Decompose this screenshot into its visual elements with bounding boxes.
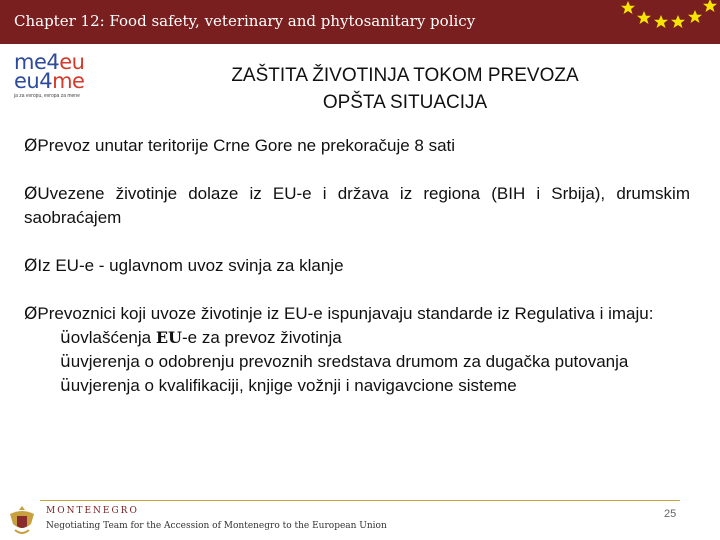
bullet-4: ØPrevoznici koji uvoze životinje iz EU-e ispunjavaju standarde iz Regulativa i imaju: bbox=[24, 304, 654, 324]
footer-country: MONTENEGRO bbox=[46, 506, 139, 516]
bullet-2: ØUvezene životinje dolaze iz EU-e i država iz regiona (BIH i Srbija), drumskim saobraćajem bbox=[24, 184, 690, 227]
montenegro-crest-icon bbox=[5, 502, 39, 540]
footer-team: Negotiating Team for the Accession of Montenegro to the European Union bbox=[46, 521, 387, 531]
me4eu-logo bbox=[14, 50, 106, 101]
subitem-1: üovlašćenja EU-e za prevoz životinja bbox=[60, 328, 342, 348]
check-bullet-icon: ü bbox=[60, 328, 71, 348]
check-bullet-icon: ü bbox=[60, 376, 71, 396]
logo-tagline: ja za evropu, evropa za mene bbox=[14, 93, 80, 99]
title-line-2: OPŠTA SITUACIJA bbox=[322, 92, 488, 113]
arrow-bullet-icon: Ø bbox=[24, 304, 38, 324]
slide-title bbox=[160, 62, 650, 116]
chapter-title: Chapter 12: Food safety, veterinary and phytosanitary policy bbox=[14, 12, 476, 30]
slide-body bbox=[24, 134, 690, 398]
header-bar bbox=[0, 0, 720, 44]
footer-divider bbox=[40, 500, 680, 501]
arrow-bullet-icon: Ø bbox=[24, 136, 38, 156]
logo-line-2: eu4me bbox=[14, 69, 85, 93]
arrow-bullet-icon: Ø bbox=[24, 184, 38, 204]
eu-stars-icon bbox=[600, 0, 720, 44]
arrow-bullet-icon: Ø bbox=[24, 256, 38, 276]
subitem-3: üuvjerenja o kvalifikaciji, knjige vožnji i navigavcione sisteme bbox=[60, 376, 517, 396]
bullet-3: ØIz EU-e - uglavnom uvoz svinja za klanje bbox=[24, 256, 344, 276]
bullet-1: ØPrevoz unutar teritorije Crne Gore ne prekoračuje 8 sati bbox=[24, 136, 456, 156]
title-line-1: ZAŠTITA ŽIVOTINJA TOKOM PREVOZA bbox=[231, 65, 579, 86]
page-number: 25 bbox=[664, 508, 677, 520]
logo-line-1: me4eu bbox=[14, 50, 85, 74]
subitem-2: üuvjerenja o odobrenju prevoznih sredstava drumom za dugačka putovanja bbox=[60, 352, 629, 372]
check-bullet-icon: ü bbox=[60, 352, 71, 372]
